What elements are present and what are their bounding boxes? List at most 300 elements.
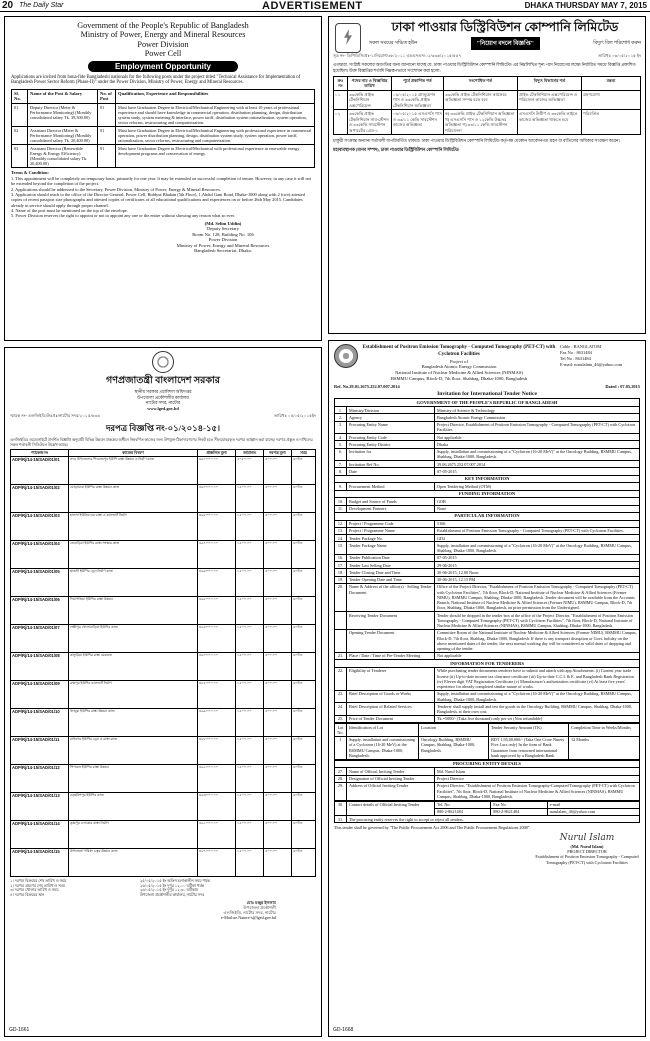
package-cell: ৫০০.০০ — [264, 764, 292, 792]
row-num: 6. — [335, 448, 347, 461]
row-value: Tender should be dropped in the tender box at the office of the Project Director, "Establishment of Positron Emission Tomography - Computed Tomography (PET-CT) with Cyclotron Facilities", 7th floor, Block-D, National Institute of Nuclear Medicine & Allied Sciences (NINMAS), BSMMU Campus, Shahbag, Dhaka-1000, Bangladesh. — [435, 612, 640, 630]
row-value: Supply, installation and commissioning of a "Cyclotron (16-20 MeV)" at the Oncology Building, BSMMU Campus, Shahbag, Dhaka-1000, Bangladesh. — [435, 448, 640, 461]
lot-cell: 1 — [335, 736, 347, 759]
petct-header — [334, 344, 640, 381]
government-emblem-icon — [152, 351, 174, 373]
dpdc-row — [334, 90, 641, 109]
info-row — [335, 441, 640, 448]
package-desc: দিঘাপতিয়া ইউপির রাস্তা উন্নয়ন — [69, 596, 198, 624]
row-num: 15. — [335, 542, 347, 555]
row-value: Bangladesh Atomic Energy Commission — [435, 414, 640, 421]
col-header: প্রাক্কলিত মূল্য — [198, 450, 236, 457]
row-num: 9. — [335, 483, 347, 490]
row-value: 29-06-2015 — [435, 562, 640, 569]
lot-num-cell: Lot No. — [335, 724, 347, 737]
row-value: Project Director, Establishment of Positron Emission Tomography - Computed Tomography (PET-CT) with Cyclotron Facilities — [435, 421, 640, 434]
info-row — [335, 505, 640, 512]
package-cell: ৬০দিন — [292, 736, 316, 764]
gov-line: GOVERNMENT OF THE PEOPLE'S REPUBLIC OF BANGLADESH — [335, 399, 640, 407]
lot-col-header: Tender Security Amount (TK) — [489, 724, 569, 737]
package-cell: ৪৯১০০০.০০ — [198, 820, 236, 848]
section-heading: FUNDING INFORMATION — [335, 490, 640, 498]
row-key: Tender Opening Date and Time — [347, 576, 435, 583]
signatory-name: মোঃ মঞ্জুর ইসলাম — [246, 899, 276, 905]
petct-header-line: Project of — [450, 358, 468, 364]
package-cell: ৬০দিন — [292, 792, 316, 820]
row-value: Not applicable — [435, 434, 640, 441]
row-key: Tender Package Name — [347, 542, 435, 555]
package-cell: ১৫০০.০০ — [236, 736, 264, 764]
package-cell: ৬০দিন — [292, 848, 316, 876]
row-value: Establishment of Positron Emission Tomography - Computed Tomography (PET-CT) with Cyclotron Facilities. — [435, 527, 640, 534]
package-desc: পিপরুল ইউপির রাস্তা উন্নয়ন — [69, 764, 198, 792]
section-heading: PARTICULAR INFORMATION — [335, 512, 640, 520]
dpdc-cell: ০৬/০৫/২০১৫ এসএসসি পাস ও ৩৩/১১ কেভি সাবস্টেশন কাজের অভিজ্ঞতা — [392, 110, 444, 135]
petct-header-line: BSMMU Campus, Block-D, 7th floor, Shahbag, Dhaka-1000, Bangladesh — [390, 375, 528, 381]
row-num: 17. — [335, 562, 347, 569]
lged-lead: এলজিইডির ওয়েবসাইটে প্রদর্শিত বিজ্ঞপ্তি অনুযায়ী বিভিন্ন উন্নয়ন প্রকল্পের অধীনে নিম্নবর্ণিত কাজের জন্য উপযুক্ত ঠিকাদারগণের নিকট হতে সীলমোহরকৃত দরপত্র আহ্বান করা যাচ্ছে। দরপত্র প্রস্তুত ও দাখিলের সকল শর্তাবলী সিডিউলে উল্লেখ আছে। — [10, 438, 313, 447]
package-row — [11, 764, 316, 792]
package-cell: ১৫০০.০০ — [236, 764, 264, 792]
info-row — [335, 448, 640, 461]
dpdc-cell: ক) ৩৩কেভি প্রাইভ টেকনিশিয়ান অভিজ্ঞতা খ) এসএসসি পাস ও ১২কেভি উচ্চতর অভিজ্ঞতা গ) ৩৩/১১ কেভি সাবস্টেশন পরিচালনা — [444, 110, 518, 135]
row-num: 10. — [335, 498, 347, 505]
row-key: Project / Programme Code — [347, 520, 435, 527]
col-header: পদের নাম ও বিজ্ঞপ্তির তারিখ — [348, 77, 392, 91]
terms-block — [11, 170, 315, 218]
row-key: Name & Address of the office(s) - Selling Tender Document — [347, 583, 435, 611]
row-num: 2. — [335, 414, 347, 421]
package-desc: ব্রহ্মপুর ইউপির কালভার্ট নির্মাণ — [69, 680, 198, 708]
row-value: While purchasing tender documents tenderer have to submit and attach with app Attachments: (i) Current year trade license (ii) Up-to-date income tax clearance certificate (iii) Up-to-date C.C.I. & E. and Bangladesh Bank Registration (iv) Eleven digit VAT Registration Certificate (v) Manufacturer's authorization certificate (vi) At least five years' experience for already completed similar nature of works. — [435, 667, 640, 690]
package-code: ADP/Rj/14-15/SAD/01/06 — [11, 596, 69, 624]
petct-note: This tender shall be governed by "The Public Procurement Act 2006 and The Public Procurement Regulations 2008". — [334, 825, 531, 831]
package-cell: ১৫০০.০০ — [236, 624, 264, 652]
term-item: 3. Application should reach to the office of the Director General, Power Cell, Biddyut Bhaban (5th Floor), 1,Abdul Gani Road, Dhaka-1000 along with 2 (two) attested copies of recent passport size photographs and attested copies of certificates of all educational qualifications and experiences on or before 26th May 2015. Candidates already in service should apply through proper channel. — [11, 191, 305, 208]
row-key: Procuring Entity District — [347, 441, 435, 448]
package-code: ADP/Rj/14-15/SAD/01/03 — [11, 512, 69, 540]
contact-line: Cable : BANGLATOM — [560, 344, 602, 349]
signatory-line: Deputy Secretary — [206, 226, 239, 232]
col-header: জামানত — [236, 450, 264, 457]
lged-sub-line: উপজেলা প্রকৌশলীর কার্যালয় — [137, 394, 189, 400]
package-code: ADP/Rj/14-15/SAD/01/01 — [11, 456, 69, 484]
row-num: 3. — [335, 421, 347, 434]
petct-tender-ad — [328, 340, 646, 1037]
package-cell: ৪৯০০০০.০০ — [198, 484, 236, 512]
row-value: Md. Nurul Islam — [435, 768, 640, 775]
lged-signatory — [10, 900, 316, 921]
dpdc-date: তারিখঃ ০৬/০৫/২০১৫ ইং — [597, 53, 641, 58]
package-cell: ৪৯৫০০০.০০ — [198, 596, 236, 624]
dpdc-ref: সূত্র নং- ডিপিডিসি/প্রঃ-১/নিয়োগ/৩৮/২০১১ এমএসএস/০২/৩৩৬/২০১৫/৫৫৭ — [333, 53, 462, 58]
info-row — [335, 715, 640, 722]
package-cell: ৪৮৭০০০.০০ — [198, 848, 236, 876]
contact-line: Fax No : 8631484 — [560, 350, 592, 356]
lot-col-header: Location — [419, 724, 489, 737]
row-num: 16. — [335, 554, 347, 561]
info-row — [335, 520, 640, 527]
note-value: উপজেলা প্রকৌশলীর কার্যালয়, নাটোর সদর — [139, 893, 205, 897]
dpdc-signer: মহাব্যবস্থাপক (মানব সম্পদ), ঢাকা পাওয়ার ডিস্ট্রিবিউশন কোম্পানি লিমিটেড — [333, 146, 459, 152]
row-key: Name of Official Inviting Tender — [347, 768, 435, 775]
col-header: পূর্বে প্রকাশিত শর্ত — [392, 77, 444, 91]
info-row — [335, 660, 640, 668]
row-value: 30-06-2015, 12.15 PM — [435, 576, 640, 583]
lged-notes — [10, 879, 316, 898]
dpdc-slogan-right: বিদ্যুৎ বিল পরিশোধ করুন — [593, 40, 641, 46]
package-cell: ৪৮৫০০০.০০ — [198, 680, 236, 708]
lged-gov-title: গণপ্রজাতন্ত্রী বাংলাদেশ সরকার — [105, 376, 221, 386]
row-value: Not applicable — [435, 652, 640, 659]
package-cell: ১৫০০.০০ — [236, 708, 264, 736]
row-key: Contact details of Official Inviting Tender — [347, 801, 435, 816]
package-cell: ২০৫০.০০ — [236, 456, 264, 484]
package-row — [11, 456, 316, 484]
col-header: প্যাকেজ নং — [11, 450, 69, 457]
row-key: Brief Description of Goods or Works — [347, 690, 435, 703]
col-header: সংশোধিত শর্ত — [444, 77, 518, 91]
info-row — [335, 569, 640, 576]
term-item: 1. This appointment will be completely on temporary basis, primarily for one year. It may be extended on successful completion of tenure. However, in any case it will not be extended beyond the completion of the project. — [11, 175, 312, 187]
lot-cell: Supply, installation and commissioning of a Cyclotron (16-20 MeV) at the BSMMU Campus, Dhaka-1000, Bangladesh. — [347, 736, 419, 759]
petct-header-line: Establishment of Positron Emission Tomography - Computed Tomography (PET-CT) with Cyclotron Facilities — [362, 345, 556, 358]
package-row — [11, 792, 316, 820]
package-cell: ৪৯২০০০.০০ — [198, 764, 236, 792]
tel-label: Tel. No. — [435, 801, 491, 808]
package-cell: ৫০০.০০ — [264, 568, 292, 596]
row-key: Brief Description of Related Services — [347, 703, 435, 716]
petct-title: Invitation for International Tender Notice — [437, 391, 537, 398]
info-row — [335, 576, 640, 583]
row-key: Tender Publication Date — [347, 554, 435, 561]
info-row — [335, 434, 640, 441]
row-key: Tender Package No. — [347, 535, 435, 542]
info-row — [335, 652, 640, 659]
package-cell: ১৫০০.০০ — [236, 484, 264, 512]
row-key: Procuring Entity Code — [347, 434, 435, 441]
package-row — [11, 512, 316, 540]
package-row — [11, 736, 316, 764]
info-row — [335, 421, 640, 434]
signatory-name: (Md. Selim Uddin) — [204, 220, 242, 226]
package-cell: ১৫০০.০০ — [236, 820, 264, 848]
row-value: 39.06.2675.252.07.007.2014 — [435, 461, 640, 468]
package-cell: ৬০দিন — [292, 708, 316, 736]
dpdc-cell: ০২ — [334, 110, 348, 135]
row-num: 22. — [335, 667, 347, 690]
package-cell: ৫০০.০০ — [264, 540, 292, 568]
lged-sub-line: স্থানীয় সরকার প্রকৌশল অধিদপ্তর — [134, 389, 192, 394]
signatory-line: Power Division — [208, 237, 238, 243]
ad1-title-block — [11, 21, 315, 59]
dpdc-subheader — [369, 37, 641, 50]
package-cell: ৬০দিন — [292, 484, 316, 512]
post-row — [12, 127, 315, 145]
dpdc-logo-icon — [335, 23, 361, 53]
info-row — [335, 527, 640, 534]
post-row — [12, 145, 315, 168]
email-value[interactable]: nurulalam_46@yahoo.com — [547, 808, 639, 815]
row-num: 14. — [335, 535, 347, 542]
package-cell: ৬০দিন — [292, 764, 316, 792]
gd-code: GD-1668 — [333, 1027, 354, 1033]
lged-notes-values — [140, 879, 316, 898]
info-row — [335, 483, 640, 490]
info-row — [335, 490, 640, 498]
lged-tender-number: দরপত্র বিজ্ঞপ্তি নং-০১/২০১৪-১৫। — [105, 423, 221, 433]
package-cell: ৪৯০০০০.০০ — [198, 652, 236, 680]
note-label: ৪। দরপত্র বিক্রয়ের স্থান — [10, 893, 45, 897]
package-cell: ৪৯৪০০০.০০ — [198, 624, 236, 652]
row-value: Project Director — [435, 775, 640, 782]
package-cell: ১৫০০.০০ — [236, 540, 264, 568]
package-row — [11, 848, 316, 876]
row-num — [335, 612, 347, 630]
package-code: ADP/Rj/14-15/SAD/01/04 — [11, 540, 69, 568]
ad1-title-line: Power Cell — [144, 49, 182, 59]
row-value: Committee Room of the National Institute of Nuclear Medicine & Allied Sciences (Former NIMU), BSMMU Campus, Block-D, 7th floor, Shahbag, Dhaka-1000, Bangladesh. If there is any transport disruption or Govt. holiday on the above mentioned dates of the tender, the next normal working day will be considered as valid dates of dropping and opening of the tender. — [435, 629, 640, 652]
info-row — [335, 475, 640, 483]
row-value: GOB — [435, 498, 640, 505]
package-cell: ৫০০.০০ — [264, 624, 292, 652]
info-row — [335, 562, 640, 569]
ad1-title-line: Power Division — [137, 39, 189, 49]
row-value: Open Tendering Method (OTM) — [435, 483, 640, 490]
contact-details-table — [334, 801, 640, 824]
row-value: GD2 — [435, 535, 640, 542]
info-row — [335, 414, 640, 421]
signatory-email[interactable]: e-Mail:ue.Natore-s@lged.gov.bd — [220, 915, 276, 921]
package-desc: কৃষ্ণপুর এলাকার রাস্তা নির্মাণ — [69, 820, 198, 848]
row-num: 12. — [335, 520, 347, 527]
row-value: Tk.=5000/- (Taka five thousand) only per set (Non refundable) — [435, 715, 640, 722]
signatory-line: Room No. 128, Building No. 106 — [192, 231, 254, 237]
signatory-line: উপজেলা প্রকৌশলী — [243, 904, 276, 910]
dpdc-cell: ৩৩কেভি প্রাইভ টেকনিশিয়ান সাব-স্টেশন ও ৩৩কেভি সাবস্টেশন অপারেটর গ্রেড-১ — [348, 110, 392, 135]
package-desc: সদর উপজেলার পিরোজপুর ইউপি রাস্তা উন্নয়ন ও নির্মাণ কাজ — [69, 456, 198, 484]
dpdc-slogan-left: সকল সময়ের সঞ্চিত হউন — [369, 40, 418, 46]
newspaper-name: The Daily Star — [19, 2, 64, 9]
package-desc: ঘোড়ামারা ইউপির রাস্তা উন্নয়ন কাজ — [69, 484, 198, 512]
row-num: 13. — [335, 527, 347, 534]
col-header: Name of the Post & Salary — [28, 89, 98, 103]
note-value: ২৫/০৫/২০১৫ ইং অফিস চলাকালীন সময় পর্যন্ত — [139, 878, 210, 883]
package-row — [11, 596, 316, 624]
package-cell: ৬০দিন — [292, 624, 316, 652]
info-row — [335, 554, 640, 561]
package-row — [11, 624, 316, 652]
info-row — [335, 703, 640, 716]
note-label: ২। দরপত্র গ্রহণের শেষ তারিখ ও সময় — [10, 883, 65, 888]
info-row — [335, 407, 640, 414]
package-row — [11, 540, 316, 568]
signatory-name: (Md. Nurul Islam) — [570, 843, 604, 849]
row-num: 21. — [335, 652, 347, 659]
signature-scrawl: Nurul Islam — [559, 832, 615, 843]
row-key: Budget and Source of Funds — [347, 498, 435, 505]
section-heading: PROCURING ENTITY DETAILS — [335, 760, 640, 768]
package-code: ADP/Rj/14-15/SAD/01/10 — [11, 708, 69, 736]
dpdc-table — [333, 76, 641, 135]
row-num: 5. — [335, 441, 347, 448]
power-cell-employment-ad — [4, 16, 322, 341]
dpdc-paragraph: এতদ্বারা, সংশ্লিষ্ট সকলের অবগতির জন্য জানানো যাচ্ছে যে, ঢাকা পাওয়ার ডিস্ট্রিবিউশন কোম্পানি লিমিটেড এর নিম্নলিখিত শূন্য পদে নিয়োগের লক্ষ্যে নির্ধারিত সময়ে বিজ্ঞপ্তি প্রকাশিত হয়েছিল। উক্ত বিজ্ঞপ্তির শর্তাদি নিম্নরূপভাবে সংশোধন করা হলো: — [333, 62, 636, 73]
dpdc-cell: ৩৩কেভি প্রাইভ টেকনিশিয়ান কার্যক্রমে অভিজ্ঞতা সম্পন্ন হতে হবে — [444, 90, 518, 109]
package-cell: ৬০দিন — [292, 596, 316, 624]
term-item: 5. Power Division reserves the right to appoint or not to appoint any one or the entire without showing any reason what so ever. — [11, 213, 235, 219]
dpdc-cell: ৩৩কেভি প্রাইভ টেকনিশিয়ান এক্সপেরিয়েন্স — [348, 90, 392, 109]
proc-row — [335, 782, 640, 800]
gd-code: GD-1661 — [9, 1027, 30, 1033]
row-num: 1. — [335, 407, 347, 414]
package-desc: ছাতনী ইউপির ড্রেন নির্মাণ কাজ — [69, 568, 198, 596]
row-value: Project Director, "Establishment of Positron Emission Tomography-Computed Tomography (PET-CT) with Cyclotron Facilities", 7th floor, Block-D, National Institute of Nuclear Medicine & Allied Sciences (NINMAS), BSMMU Campus, Shahbag, Dhaka-1000, Bangladesh. — [435, 782, 640, 800]
lged-tender-ad — [4, 347, 322, 1037]
package-cell: ৪৯৮০০০.০০ — [198, 512, 236, 540]
col-header: Sl. No. — [12, 89, 28, 103]
row-num: 8. — [335, 468, 347, 475]
post-cell: 02 — [12, 127, 28, 145]
dpdc-cell: এসএসসি উত্তীর্ণ ও ৩৩কেভি লাইনে কাজের অভিজ্ঞতা থাকতে হবে — [518, 110, 582, 135]
dateline: DHAKA THURSDAY MAY 7, 2015 — [524, 1, 647, 10]
package-row — [11, 708, 316, 736]
package-desc: উপজেলা পরিষদ চত্বর উন্নয়ন কাজ — [69, 848, 198, 876]
row-key: Development Partners — [347, 505, 435, 512]
row-value: Supply, installation and commissioning of a "Cyclotron (16-20 MeV)" at the Oncology Building, BSMMU Campus, Shahbag, Dhaka-1000, Bangladesh. — [435, 542, 640, 555]
row-num: 30. — [335, 801, 347, 816]
petct-contact — [560, 344, 640, 381]
signatory-line: Establishment of Positron Emission Tomography - Computed — [535, 854, 639, 860]
procuring-entity-table — [334, 760, 640, 801]
lot-cell: 12 Months — [569, 736, 640, 759]
contact-line: Tel No : 8631484 — [560, 356, 591, 362]
fax-value: 880-2-8621484 — [491, 808, 547, 815]
petct-date: Dated : 07.05.2015 — [605, 384, 640, 390]
col-header: Qualification, Experience and Responsibilities — [116, 89, 315, 103]
package-cell: ৫০০.০০ — [264, 512, 292, 540]
package-desc: হালসা ইউনিয়নের রাস্তা ও কালভার্ট নির্মাণ — [69, 512, 198, 540]
row-num: 23. — [335, 690, 347, 703]
row-num: 25. — [335, 715, 347, 722]
ad1-title-line: Ministry of Power, Energy and Mineral Resources — [80, 30, 246, 40]
row-key: Agency — [347, 414, 435, 421]
signatory-line: Tomography (PET-CT) with Cyclotron Facilities — [546, 859, 628, 865]
package-code: ADP/Rj/14-15/SAD/01/13 — [11, 792, 69, 820]
lged-sub-block — [10, 389, 316, 411]
post-cell: Must have Graduation Degree in Electrical/Mechanical with professional experience in renewable energy development programs and conservation of energy. — [116, 145, 315, 168]
row-key: Tender Closing Date and Time — [347, 569, 435, 576]
contact-email[interactable]: E-mail: nurulalam_46@yahoo.com — [560, 362, 623, 368]
petct-ref: Ref. No.29.01.2675.252.07.007.2014 — [334, 384, 400, 390]
petct-header-text — [362, 344, 556, 381]
package-row — [11, 820, 316, 848]
col-header: দরপত্র মূল্য — [264, 450, 292, 457]
lged-date: তারিখঃ ০৫/০৫/২০১৫ইং — [274, 413, 316, 418]
col-header: ক্রঃ নং — [334, 77, 348, 91]
dpdc-footer: চাকুরী সংক্রান্ত অন্যান্য শর্তাবলী অপরিবর্তিত থাকবে। ঢাকা পাওয়ার ডিস্ট্রিবিউশন কোম্পানি লিমিটেড কর্তৃপক্ষ যেকোন আবেদনপত্র গ্রহণ বা বাতিলের অধিকার সংরক্ষণ করেন। — [333, 138, 620, 144]
row-value: Tenderer shall supply install and test the goods in the Oncology Building, BSMMU Campus, Shahbag, Dhaka-1000, Bangladesh, at their own cost. — [435, 703, 640, 716]
row-num: 31. — [335, 816, 347, 823]
row-key: Project / Programme Name — [347, 527, 435, 534]
package-cell: ৬৯০০০০.০০ — [198, 456, 236, 484]
package-cell: ৫০০.০০ — [264, 652, 292, 680]
info-row — [335, 629, 640, 652]
note-label: ৩। দরপত্র খোলার তারিখ ও সময় — [10, 888, 59, 893]
info-row — [335, 612, 640, 630]
row-key: Invitation for — [347, 448, 435, 461]
row-num: 18. — [335, 569, 347, 576]
package-code: ADP/Rj/14-15/SAD/01/12 — [11, 764, 69, 792]
package-cell: ৫০০.০০ — [264, 596, 292, 624]
package-cell: ৬০দিন — [292, 540, 316, 568]
term-item: 4. Name of the post must be mentioned on the top of the envelope. — [11, 208, 128, 214]
dpdc-notice-title: "নিয়োগ বদলে বিজ্ঞপ্তি" — [471, 37, 540, 50]
note-value: ২৬/০৫/২০১৫ ইং দুপুর ১২.০০ ঘটিকা পর্যন্ত — [139, 883, 205, 888]
package-code: ADP/Rj/14-15/SAD/01/07 — [11, 624, 69, 652]
row-value: 07-05-2015 — [435, 468, 640, 475]
row-key: Eligibility of Tenderer — [347, 667, 435, 690]
package-cell: ৪৯৬০০০.০০ — [198, 568, 236, 596]
post-cell: Must have Graduation Degree in Electrical/Mechanical Engineering with professional experience in commercial operation, power distribution planning, design, distribution system study, system operation, power tariff, rationalization, sector reforms, restructuring and computerization. — [116, 127, 315, 145]
dpdc-row — [334, 110, 641, 135]
signatory-line: Bangladesh Secretariat, Dhaka. — [194, 248, 252, 254]
row-value: Dhaka — [435, 441, 640, 448]
lged-website-link[interactable]: www.lged.gov.bd — [147, 405, 179, 411]
package-code: ADP/Rj/14-15/SAD/01/09 — [11, 680, 69, 708]
tel-value: 880-2-8621484 — [435, 808, 491, 815]
lot-table — [334, 723, 640, 760]
col-header: কাজের বিবরণ — [69, 450, 198, 457]
row-key: Procurement Method — [347, 483, 435, 490]
lged-packages-table — [10, 449, 316, 877]
row-key: Price of Tender Document — [347, 715, 435, 722]
package-cell: ৪৯৩০০০.০০ — [198, 792, 236, 820]
package-cell: ১৫০০.০০ — [236, 792, 264, 820]
employment-banner: Employment Opportunity — [88, 61, 238, 72]
package-cell: ৪৯৯০০০.০০ — [198, 708, 236, 736]
post-cell: 03 — [12, 145, 28, 168]
lot-col-header: Identification of Lot — [347, 724, 419, 737]
package-cell: ৬০দিন — [292, 680, 316, 708]
package-code: ADP/Rj/14-15/SAD/01/08 — [11, 652, 69, 680]
package-row — [11, 568, 316, 596]
signatory-line: PROJECT DIRECTOR — [567, 849, 607, 855]
row-num: 24. — [335, 703, 347, 716]
row-value: 07-05-2015 — [435, 554, 640, 561]
row-value: None — [435, 505, 640, 512]
petct-header-line: National Institute of Nuclear Medicine & Allied Sciences (NINMAS) — [395, 369, 523, 375]
row-value: 30-06-2015, 12.00 Noon — [435, 569, 640, 576]
ad1-signatory — [131, 221, 315, 254]
row-num: 11. — [335, 505, 347, 512]
post-cell: 01 — [98, 103, 116, 126]
package-desc: খাজুরা ইউপির রাস্তা উন্নয়ন কাজ — [69, 708, 198, 736]
row-key: Address of Official Inviting Tender — [347, 782, 435, 800]
package-code: ADP/Rj/14-15/SAD/01/14 — [11, 820, 69, 848]
lged-ref-row — [10, 413, 316, 420]
package-cell: ১৫০০.০০ — [236, 848, 264, 876]
info-row — [335, 461, 640, 468]
col-header: No. of Post — [98, 89, 116, 103]
row-key: Tender Last Selling Date — [347, 562, 435, 569]
posts-table — [11, 89, 315, 169]
post-row — [12, 103, 315, 126]
row-num — [335, 629, 347, 652]
package-cell: ৬০দিন — [292, 820, 316, 848]
package-row — [11, 484, 316, 512]
post-cell: Must have Graduation Degree in Electrical/Mechanical Engineering with at least 10 years of professional experience and should have knowledge in commercial operation, distribution planning, design, distribution system study, system metering & interface, power tariff, distribution system rationalization, system operation, sector reforms, restructuring and computerization. — [116, 103, 315, 126]
